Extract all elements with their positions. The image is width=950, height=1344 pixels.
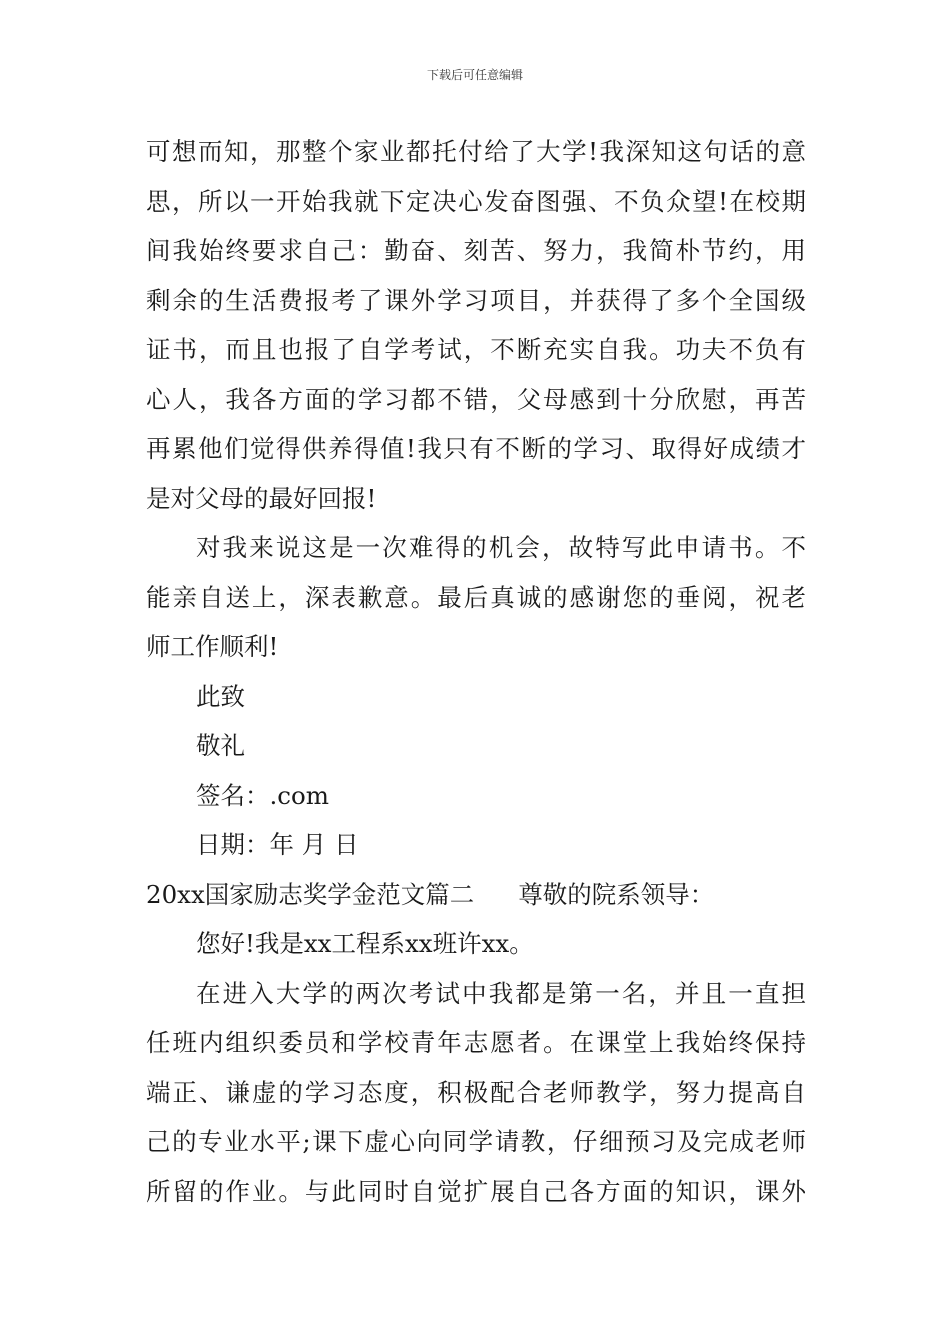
section-heading-row [146,870,806,920]
paragraph-line: 在进入大学的两次考试中我都是第一名，并且一直担 [196,978,806,1008]
paragraph-line: 师工作顺利! [146,632,279,661]
date-line: 日期：年 月 日 [196,830,359,859]
closing-salutation: 此致 [196,681,245,711]
section-title: 20xx国家励志奖学金范文篇二 [146,879,475,909]
paragraph-line: 是对父母的最好回报! [146,483,377,513]
page-header: 下载后可任意编辑 [426,68,523,82]
paragraph-line: 剩余的生活费报考了课外学习项目，并获得了多个全国级 [146,285,806,315]
paragraph-line: 间我始终要求自己：勤奋、刻苦、努力，我简朴节约，用 [146,236,806,265]
paragraph-1 [146,127,806,523]
heading-spacer [474,870,518,920]
closing-respect: 敬礼 [196,731,245,760]
letter-closing [146,672,806,870]
paragraph-line: 己的专业水平;课下虚心向同学请教，仔细预习及完成老师 [146,1127,806,1156]
addressee: 尊敬的院系领导： [518,879,715,909]
paragraph-3 [146,969,806,1217]
paragraph-line: 可想而知，那整个家业都托付给了大学!我深知这句话的意 [146,137,806,166]
paragraph-line: 能亲自送上，深表歉意。最后真诚的感谢您的垂阅，祝老 [146,582,806,612]
paragraph-line: 端正、谦虚的学习态度，积极配合老师教学，努力提高自 [146,1077,806,1107]
signature-line: 签名：.com [196,780,329,810]
paragraph-line: 心人，我各方面的学习都不错，父母感到十分欣慰，再苦 [146,384,806,414]
document-body [146,127,806,1216]
paragraph-line: 所留的作业。与此同时自觉扩展自己各方面的知识，课外 [146,1176,806,1206]
paragraph-line: 思，所以一开始我就下定决心发奋图强、不负众望!在校期 [146,186,806,216]
greeting-line: 您好!我是xx工程系xx班许xx。 [196,929,534,958]
paragraph-2 [146,523,806,672]
paragraph-line: 证书，而且也报了自学考试，不断充实自我。功夫不负有 [146,335,806,364]
paragraph-line: 再累他们觉得供养得值!我只有不断的学习、取得好成绩才 [146,434,806,463]
paragraph-line: 任班内组织委员和学校青年志愿者。在课堂上我始终保持 [146,1028,806,1057]
paragraph-line: 对我来说这是一次难得的机会，故特写此申请书。不 [196,533,806,562]
